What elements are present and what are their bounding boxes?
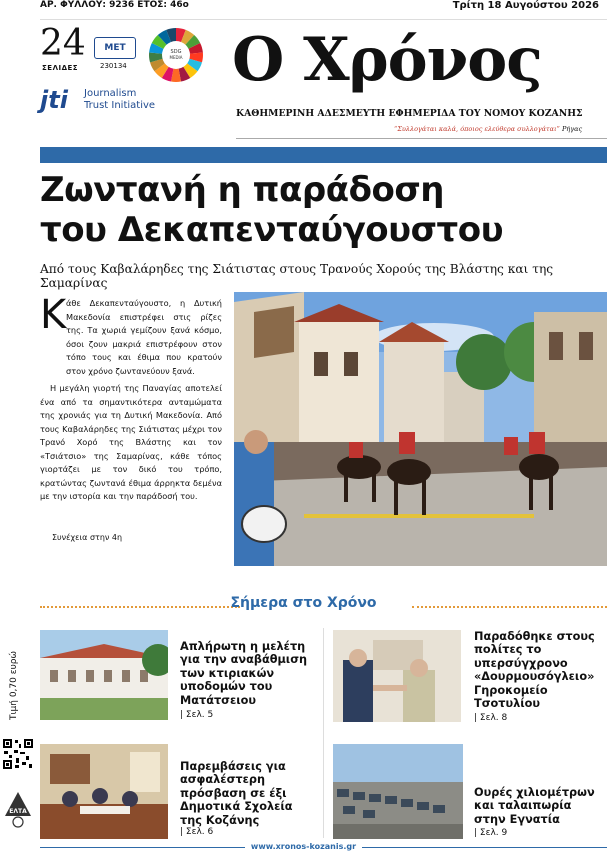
news-column-separator [323, 628, 324, 838]
lead-headline[interactable] [40, 170, 600, 250]
jti-line-2: Trust Initiative [84, 100, 156, 111]
issue-number: ΑΡ. ΦΥΛΛΟΥ: 9236 ΕΤΟΣ: 46ο [40, 0, 189, 10]
news-thumb-4[interactable] [333, 744, 463, 839]
price-label: Τιμή 0,70 ευρώ [9, 650, 19, 720]
news-thumb-3[interactable] [40, 744, 168, 839]
footer-site-link[interactable]: www.xronos-kozanis.gr [245, 842, 362, 851]
footer-site[interactable] [0, 842, 607, 851]
sdg-media-compact-logo [148, 27, 204, 83]
news-page-2[interactable]: | Σελ. 8 [474, 713, 508, 723]
news-page-1[interactable]: | Σελ. 5 [180, 710, 214, 720]
jti-line-1: Journalism [84, 88, 137, 99]
continued-link[interactable]: Συνέχεια στην 4η [52, 533, 123, 542]
news-title-1[interactable]: Απλήρωτη η μελέτη για την αναβάθμιση των κτιριακών υποδομών του Ματάτσειου [180, 640, 308, 707]
elta-label: ΕΛΤΑ [9, 808, 27, 815]
drop-cap: Κ [40, 292, 67, 338]
slogan [394, 125, 582, 133]
jti-logo: jti [40, 86, 68, 114]
blue-divider-bar [40, 147, 607, 163]
lead-photo[interactable] [234, 292, 607, 566]
news-page-4[interactable]: | Σελ. 9 [474, 828, 508, 838]
page-count: 24 [40, 23, 86, 64]
news-thumb-2[interactable] [333, 630, 461, 722]
news-title-3[interactable]: Παρεμβάσεις για ασφαλέστερη πρόσβαση σε έξι Δημοτικά Σχολεία της Κοζάνης [180, 760, 293, 827]
newspaper-subtitle: ΚΑΘΗΜΕΡΙΝΗ ΑΔΕΣΜΕΥΤΗ ΕΦΗΜΕΡΙΔΑ ΤΟΥ ΝΟΜΟΥ ΚΟΖΑΝΗΣ [236, 108, 583, 119]
section-divider-right [412, 606, 607, 608]
headline-line-1: Ζωντανή η παράδοση [40, 170, 445, 210]
newspaper-title: Ο Χρόνος [232, 25, 542, 95]
met-registry-code: 230134 [100, 62, 127, 70]
article-paragraph-1: άθε Δεκαπενταύγουστο, η Δυτική Μακεδονία επιστρέφει στις ρίζες της. Τα χωριά γεμίζουν ξανά κόσμο, όσοι ζουν μακριά επιστρέφουν στον τόπο τους και έθιμα που κρατούν στον χρόνο ζωντανεύουν ξανά. [66, 298, 222, 376]
elta-postal-logo [3, 790, 33, 828]
slogan-quote: “Συλλογάται καλά, όποιος ελεύθερα συλλογάται” [394, 125, 560, 133]
title-rule [236, 138, 607, 139]
met-registry-badge: ΜΕΤ [94, 37, 136, 59]
headline-line-2: του Δεκαπενταύγουστου [40, 210, 504, 250]
lead-article-body [40, 297, 222, 508]
news-title-4[interactable]: Ουρές χιλιομέτρων και ταλαιπωρία στην Εγνατία [474, 786, 595, 826]
news-page-3[interactable]: | Σελ. 6 [180, 827, 214, 837]
svg-text:SDG: SDG [170, 49, 182, 55]
jti-text [84, 88, 155, 112]
article-paragraph-2: Η μεγάλη γιορτή της Παναγίας αποτελεί ένα από τα σημαντικότερα ανταμώματα της χρονιάς για τη Δυτική Μακεδονία. Από τους Καβαλάρηδες της Σιάτιστας μέχρι τον Τρανό Χορό της Βλάστης και τον «Τσιάτσιο» της Σαμαρίνας, κάθε τόπος γιορτάζει με τον δικό του τρόπο, κρατώντας ζωντανά έθιμα άρρηκτα δεμένα με την ιστορία και την παράδοσή του. [40, 383, 222, 501]
svg-text:MEDIA: MEDIA [169, 55, 183, 60]
lead-deck: Από τους Καβαλάρηδες της Σιάτιστας στους Τρανούς Χορούς της Βλάστης και της Σαμαρίνας [40, 262, 554, 290]
issue-date: Τρίτη 18 Αυγούστου 2026 [452, 0, 599, 11]
slogan-author: Ρήγας [561, 125, 583, 133]
page-count-label: ΣΕΛΙΔΕΣ [42, 64, 79, 72]
section-title: Σήμερα στο Χρόνο [230, 595, 377, 611]
news-thumb-1[interactable] [40, 630, 168, 720]
qr-code-icon[interactable] [2, 738, 34, 770]
news-title-2[interactable]: Παραδόθηκε στους πολίτες το υπερσύγχρονο «Δουρμουσόγλειο» Γηροκομείο Τσοτυλίου [474, 630, 595, 711]
